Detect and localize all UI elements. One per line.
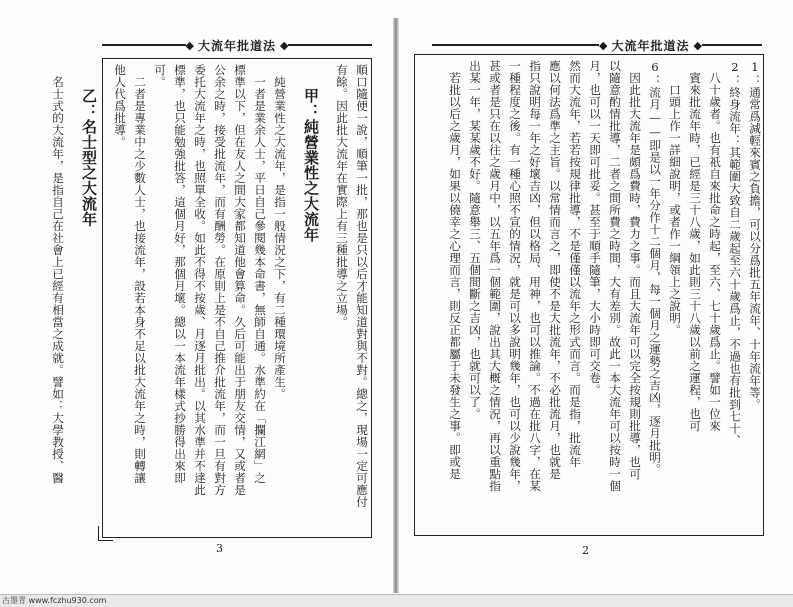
text-column: 委托大流年之時，也照單全收。如此不得不按歲、月逐月批出。以其水準并不達此 bbox=[193, 64, 207, 496]
text-column: 若批以后之歲月，如果以僥幸之心理而言，則反正都屬于未發生之事。即或是 bbox=[448, 72, 462, 480]
text-column: 二者是專業中之少數人士，也接流年，設若本身不足以批大流年之時，則轉讓 bbox=[133, 76, 147, 484]
column-spacer bbox=[324, 64, 332, 540]
text-column: 甚或者是只在以往之歲月中，以五年爲一個範圍，說出其大概之情況，再以重點指 bbox=[488, 60, 502, 492]
text-column: 出某一年，某某歲不好。隨意舉三、五個間斷之吉凶，也就可以了。 bbox=[468, 60, 482, 420]
text-column: 一種程度之後。有一種心照不宣的情況，就是可以多說明幾年，也可以少說幾年， bbox=[508, 60, 522, 492]
watermark-text: 古墨青 www.fczhu930.com bbox=[2, 596, 107, 605]
right-running-header bbox=[432, 36, 762, 54]
running-header-title: 大流年批道法 bbox=[611, 38, 690, 53]
column-spacer bbox=[68, 64, 76, 540]
header-rule bbox=[288, 44, 372, 46]
column-spacer bbox=[102, 64, 110, 540]
text-column: 1：通常爲減輕來賓之負擔，可以分爲批五年流年、十年流年等。 bbox=[748, 60, 762, 411]
column-spacer bbox=[290, 64, 298, 540]
text-column: 然而大流年，若若按規律批導，不是僅僅以流年之形式而言。而是指，批流年 bbox=[568, 60, 582, 468]
text-column: 一者是業余人士，平日自己參閱幾本命書，無師自通。水準約在「攔江網」之 bbox=[253, 76, 267, 484]
left-running-header bbox=[102, 36, 372, 54]
text-column: 2：終身流年：其範圍大致自二歲起至六十歲爲止，不過也有批到七十、 bbox=[728, 60, 742, 447]
header-diamond-ornament: ◆ bbox=[280, 38, 289, 52]
text-column: 八十歲者。也有祇自來批命之時起，至六、七十歲爲止。譬如一位來 bbox=[708, 72, 722, 432]
text-column: 6：流月——即是以一年分作十二個月，每一個月之運勢之吉凶，逐月批明。 bbox=[648, 60, 662, 476]
text-column: 月，也可以一天即可批妥。甚至于順手隨筆，大小時即可交卷。 bbox=[588, 60, 602, 396]
text-column: 名士式的大流年，是指自己在社會上已經有相當之成就。譬如：大學教授、醫 bbox=[51, 76, 65, 484]
header-rule bbox=[702, 44, 762, 46]
text-column: 口頭上作一詳細說明，或者作一綱領上之說明。 bbox=[668, 84, 682, 336]
text-column: 指只說明每一年之好壞吉凶，但以格局、用神，也可以推論。不過在批八字，在某 bbox=[528, 60, 542, 492]
section-heading: 乙：名士型之大流年 bbox=[80, 88, 98, 227]
running-header-title: 大流年批道法 bbox=[198, 38, 277, 53]
scan-footer-bar bbox=[0, 594, 793, 607]
header-rule bbox=[102, 44, 186, 46]
text-column: 可。 bbox=[153, 64, 167, 88]
text-column: 順口隨便一說，順筆一批，那也是只以后才能知道對與不對。總之，現場一定可應付 bbox=[355, 64, 369, 508]
text-column: 賓來批流年時，已經是三十八歲，如此則三十八歲以前之運程，也可 bbox=[688, 72, 702, 432]
text-column: 因此批大流年是頗爲費時，費力之事。而且大流年可以完全按規則批導，也可 bbox=[628, 72, 642, 480]
left-page-text-columns bbox=[48, 64, 372, 540]
text-column: 標準，也只能勉強批答，這個月好，那個月壞。總以一本流年樣式抄勝得出來即 bbox=[173, 64, 187, 484]
header-rule bbox=[432, 44, 599, 46]
text-column: 有餘。因此批大流年在實際上有三種批導之立場。 bbox=[335, 64, 349, 328]
left-page bbox=[0, 0, 396, 595]
text-column: 標準以下，但在友人之間大家都知道他會算命。久后可能出于朋友交情，又或者是 bbox=[233, 64, 247, 496]
text-column: 以隨意酌情批導，二者之間所費之時間，大有差別。故此一本大流年可以按時一個 bbox=[608, 60, 622, 492]
text-column: 他人代爲批導。 bbox=[113, 64, 127, 148]
right-page-text-columns bbox=[445, 60, 765, 536]
right-page bbox=[396, 0, 793, 595]
header-diamond-ornament: ◆ bbox=[693, 38, 702, 52]
header-diamond-ornament: ◆ bbox=[185, 38, 194, 52]
page-number: 2 bbox=[582, 544, 589, 557]
text-column: 純營業性之大流年，是指一般情況之下，有二種環境所產生。 bbox=[273, 76, 287, 400]
text-column: 應以何法爲準之主旨。以常情而言之，即使不是大批流年，不必批流月，也就是 bbox=[548, 60, 562, 480]
section-heading: 甲：純營業性之大流年 bbox=[302, 88, 320, 242]
page-number: 3 bbox=[216, 542, 223, 555]
text-column: 公余之時，接受批流年，而有酬勞。在原則上是不自己推介批流年，而一旦有對方 bbox=[213, 64, 227, 496]
header-diamond-ornament: ◆ bbox=[599, 38, 608, 52]
